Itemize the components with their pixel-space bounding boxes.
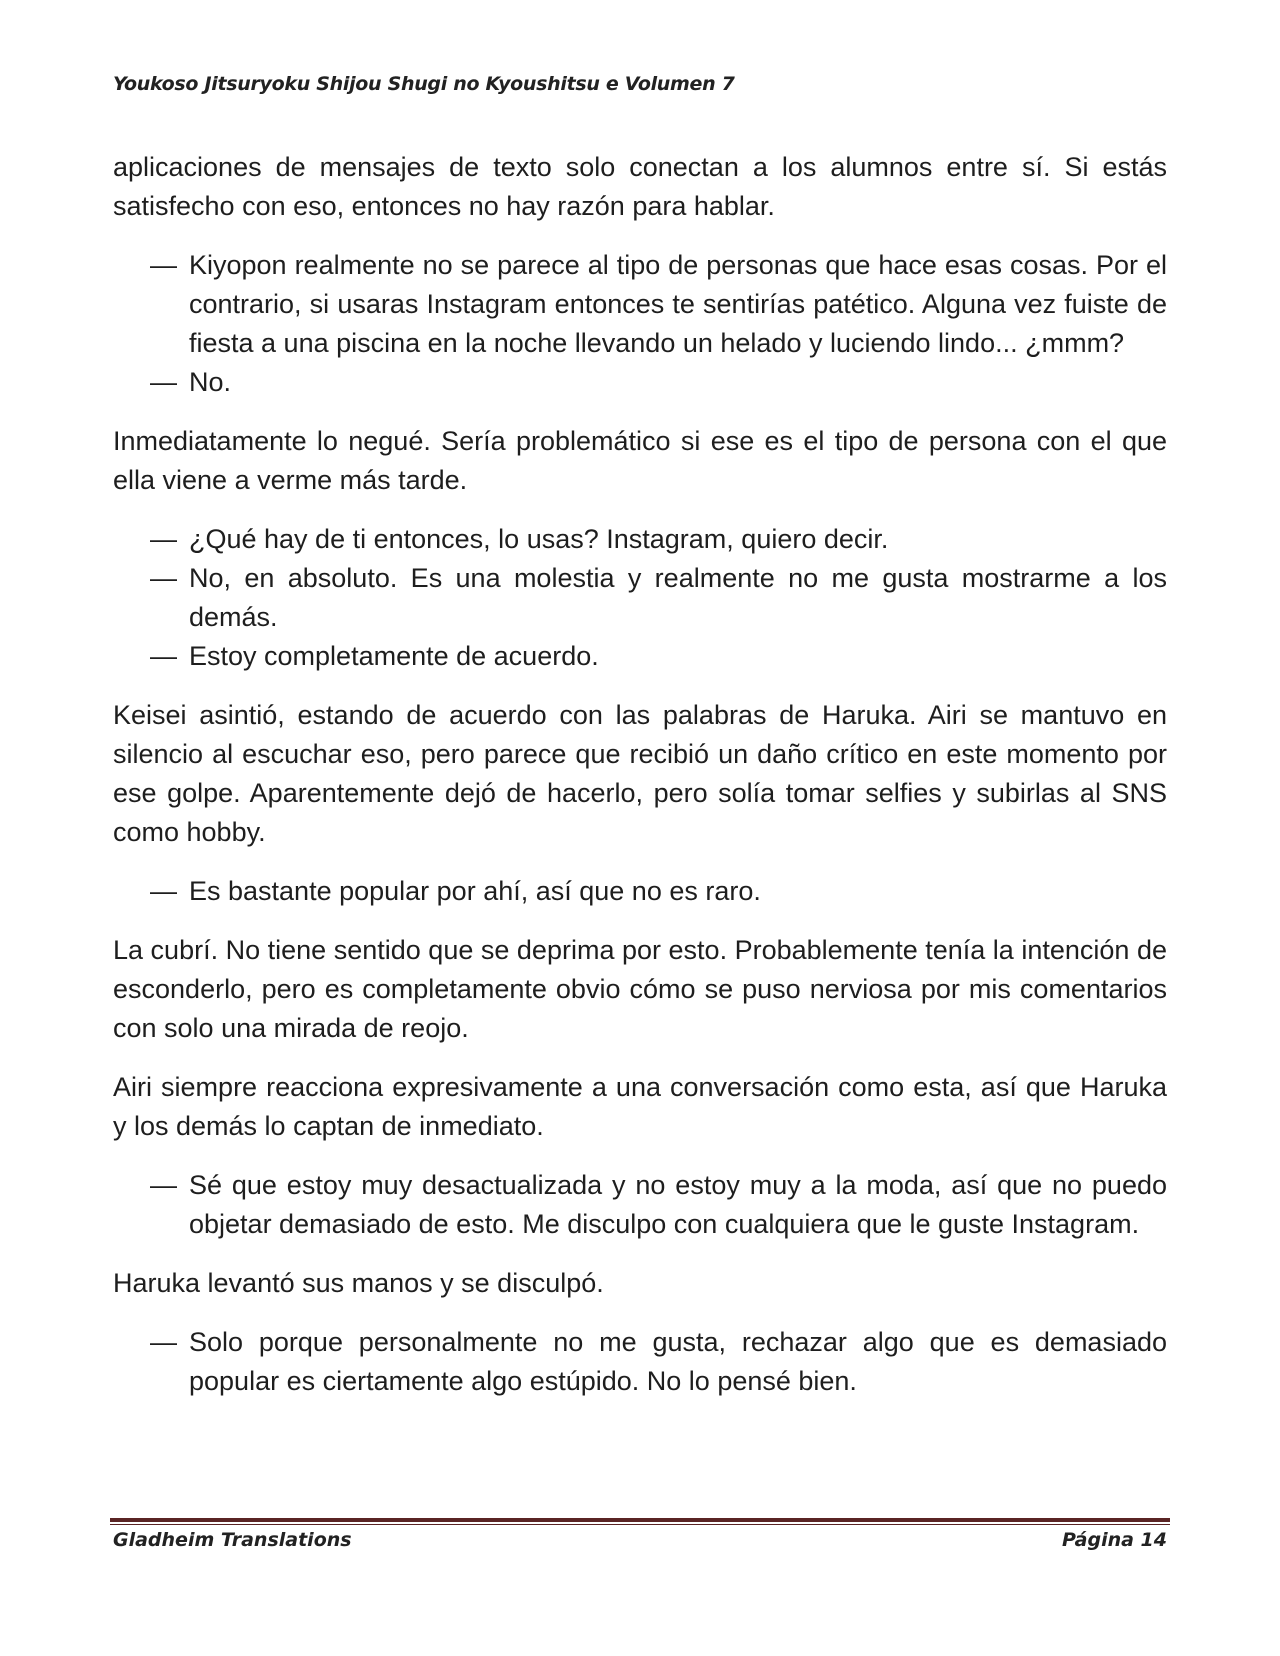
running-header: Youkoso Jitsuryoku Shijou Shugi no Kyoushitsu e Volumen 7 — [113, 73, 735, 95]
dialogue-group — [113, 1323, 1167, 1401]
em-dash: — — [150, 1170, 177, 1200]
dialogue-text: Solo porque personalmente no me gusta, rechazar algo que es demasiado popular es ciertamente algo estúpido. No lo pensé bien. — [189, 1327, 1167, 1396]
footer-translator: Gladheim Translations — [113, 1529, 352, 1551]
paragraph: Inmediatamente lo negué. Sería problemático si ese es el tipo de persona con el que ella viene a verme más tarde. — [113, 426, 1167, 495]
dialogue-text: Es bastante popular por ahí, así que no es raro. — [189, 876, 761, 906]
dialogue-text: Estoy completamente de acuerdo. — [189, 641, 599, 671]
dialogue-line — [113, 559, 1167, 637]
em-dash: — — [150, 876, 177, 906]
dialogue-text: No. — [189, 367, 232, 397]
dialogue-line — [113, 363, 1167, 402]
dialogue-text: Kiyopon realmente no se parece al tipo de personas que hace esas cosas. Por el contrario, si usaras Instagram entonces te sentirías patético. Alguna vez fuiste de fiesta a una piscina en la noche llevando un helado y luciendo lindo... ¿mmm? — [189, 250, 1167, 358]
em-dash: — — [150, 563, 177, 593]
page-body — [113, 148, 1167, 1421]
footer-rule-thin — [110, 1524, 1170, 1525]
dialogue-line — [113, 637, 1167, 676]
paragraph: Airi siempre reacciona expresivamente a una conversación como esta, así que Haruka y los demás lo captan de inmediato. — [113, 1072, 1167, 1141]
footer-page-number: Página 14 — [1061, 1529, 1167, 1551]
paragraph: aplicaciones de mensajes de texto solo conectan a los alumnos entre sí. Si estás satisfecho con eso, entonces no hay razón para hablar. — [113, 152, 1167, 221]
paragraph: La cubrí. No tiene sentido que se deprima por esto. Probablemente tenía la intención de esconderlo, pero es completamente obvio cómo se puso nerviosa por mis comentarios con solo una mirada de reojo. — [113, 935, 1167, 1043]
em-dash: — — [150, 367, 177, 397]
dialogue-group — [113, 520, 1167, 676]
dialogue-group — [113, 246, 1167, 402]
dialogue-line — [113, 872, 1167, 911]
em-dash: — — [150, 524, 177, 554]
dialogue-text: Sé que estoy muy desactualizada y no estoy muy a la moda, así que no puedo objetar demasiado de esto. Me disculpo con cualquiera que le guste Instagram. — [189, 1170, 1167, 1239]
dialogue-line — [113, 520, 1167, 559]
paragraph: Haruka levantó sus manos y se disculpó. — [113, 1268, 604, 1298]
footer-rule-thick — [110, 1518, 1170, 1522]
dialogue-group — [113, 1166, 1167, 1244]
paragraph: Keisei asintió, estando de acuerdo con las palabras de Haruka. Airi se mantuvo en silencio al escuchar eso, pero parece que recibió un daño crítico en este momento por ese golpe. Aparentemente dejó de hacerlo, pero solía tomar selfies y subirlas al SNS como hobby. — [113, 700, 1167, 847]
dialogue-text: ¿Qué hay de ti entonces, lo usas? Instagram, quiero decir. — [189, 524, 889, 554]
dialogue-text: No, en absoluto. Es una molestia y realmente no me gusta mostrarme a los demás. — [189, 563, 1167, 632]
dialogue-line — [113, 1323, 1167, 1401]
em-dash: — — [150, 250, 177, 280]
dialogue-line — [113, 246, 1167, 363]
em-dash: — — [150, 641, 177, 671]
dialogue-group — [113, 872, 1167, 911]
dialogue-line — [113, 1166, 1167, 1244]
em-dash: — — [150, 1327, 177, 1357]
